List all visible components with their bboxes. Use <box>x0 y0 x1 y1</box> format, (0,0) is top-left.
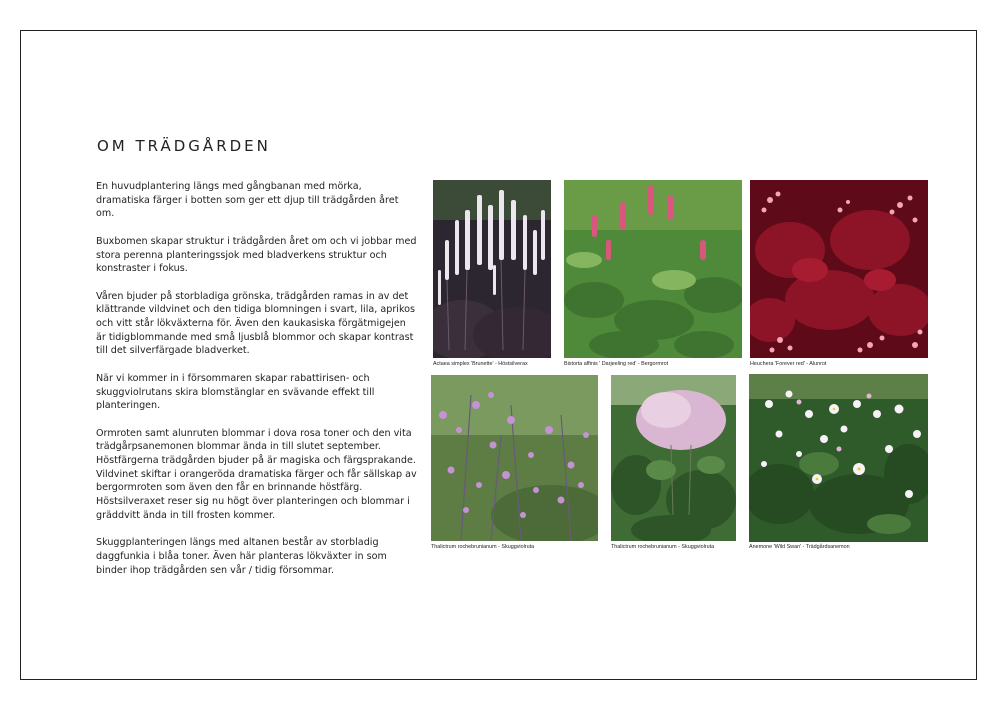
plant-photo-thalictrum-1 <box>431 375 598 541</box>
photo-caption: Thalictrum rochebrunianum - Skuggviolruta <box>611 544 715 550</box>
plant-photo-anemone <box>749 374 928 542</box>
page-title: OM TRÄDGÅRDEN <box>97 137 271 155</box>
plant-photo-actaea <box>433 180 551 358</box>
body-text <box>96 180 418 591</box>
photo-caption: Anemone 'Wild Swan' - Trädgårdsanemon <box>749 544 850 550</box>
paragraph: Buxbomen skapar struktur i trädgården året om och vi jobbar med stora perenna planteringssjok med bladverkens struktur och konstraster i fokus. <box>96 235 417 275</box>
photo-caption: Heuchera 'Forever red' - Alunrot <box>750 361 827 367</box>
paragraph: Skuggplanteringen längs med altanen består av storbladig daggfunkia i blåa toner. Även här planteras lökväxter in som binder ihop trädgården sen vår / tidig försommar. <box>96 537 387 576</box>
paragraph: Ormroten samt alunruten blommar i dova rosa toner och den vita trädgårpsanemonen blommar ända in till slutet september. Höstfärgerna trädgården bjuder på är magiska och färgsprakande. Vildvinet skiftar i orangeröda dramatiska färger och får sällskap av bergormroten som även den får en brinnande höstfärg. Höstsilveraxet reser sig nu högt över planteringen och blommar i gräddvitt ända in till frosten kommer. <box>96 427 417 521</box>
plant-photo-heuchera <box>750 180 928 358</box>
photo-caption: Actaea simplex 'Brunette' - Höstsilverax <box>433 361 528 367</box>
plant-photo-bistorta <box>564 180 742 358</box>
paragraph: En huvudplantering längs med gångbanan med mörka, dramatiska färger i botten som ger ett djup till trädgården året om. <box>96 181 399 220</box>
photo-caption: Bistorta affinis ' Darjeeling red' - Bergormrot <box>564 361 669 367</box>
photo-caption: Thalictrum rochebrunianum - Skuggviolruta <box>431 544 535 550</box>
paragraph: När vi kommer in i försommaren skapar rabattirisen- och skuggviolrutans skira blomstänglar en svävande effekt till planteringen. <box>96 372 375 412</box>
plant-photo-thalictrum-2 <box>611 375 736 541</box>
paragraph: Våren bjuder på storbladiga grönska, trädgården ramas in av det klättrande vildvinet och den tidiga blomningen i svart, lila, aprikos och vitt står lökväxterna för. Även den kaukasiska förgätmigejen är tidigblommande med små ljusblå blommor och skapar kontrast till det silverfärgade bladverket. <box>96 290 416 357</box>
